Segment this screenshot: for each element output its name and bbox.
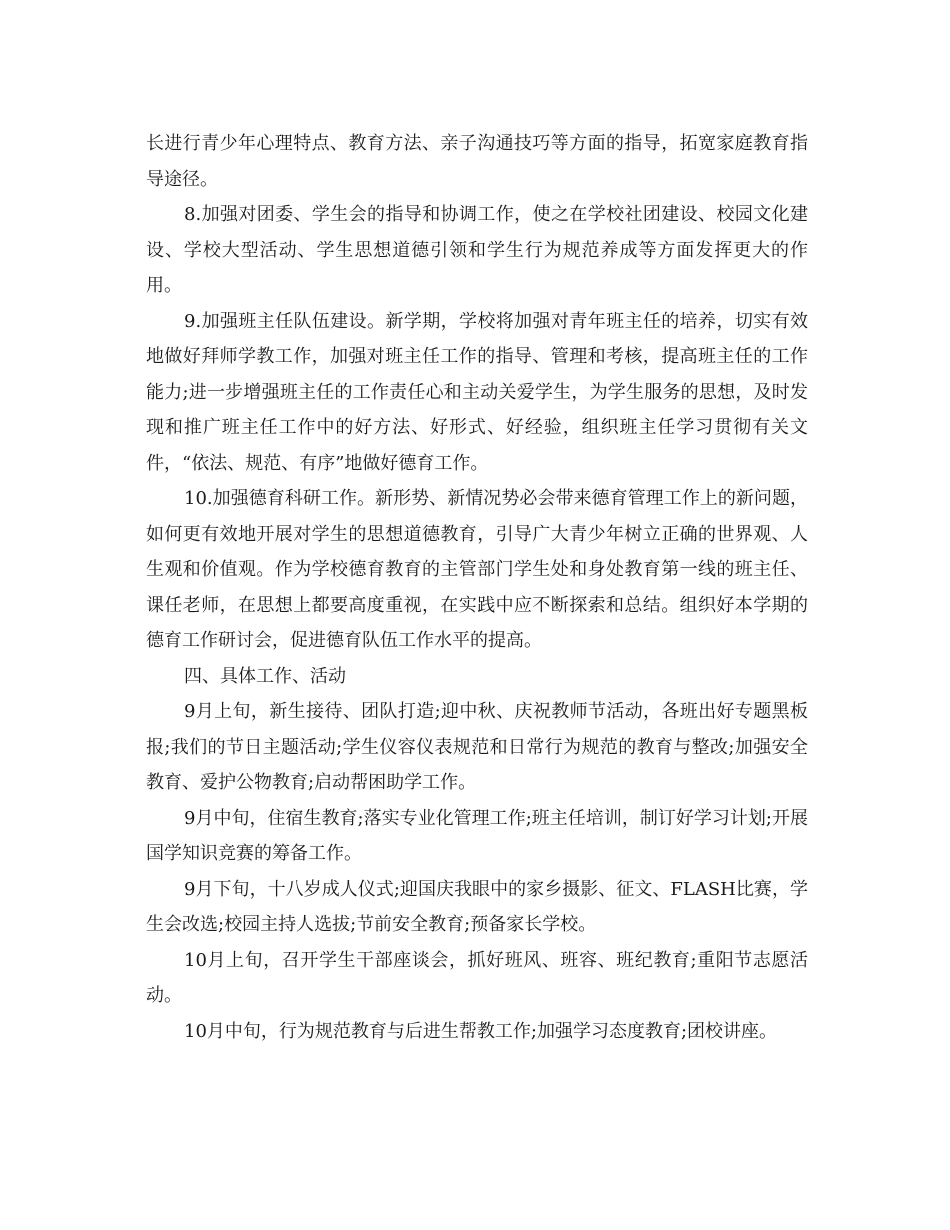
section-heading-activities: 四、具体工作、活动 [184, 665, 346, 687]
paragraph-item-8: 8.加强对团委、学生会的指导和协调工作，使之在学校社团建设、校园文化建设、学校大型活动、学生思想道德引领和学生行为规范养成等方面发挥更大的作用。 [146, 204, 808, 296]
paragraph-october-mid: 10月中旬，行为规范教育与后进生帮教工作;加强学习态度教育;团校讲座。 [184, 1020, 778, 1042]
paragraph-september-late: 9月下旬，十八岁成人仪式;迎国庆我眼中的家乡摄影、征文、FLASH比赛，学生会改选;校园主持人选拔;节前安全教育;预备家长学校。 [146, 878, 808, 935]
paragraph-item-10: 10.加强德育科研工作。新形势、新情况势必会带来德育管理工作上的新问题，如何更有效地开展对学生的思想道德教育，引导广大青少年树立正确的世界观、人生观和价值观。作为学校德育教育的主管部门学生处和身处教育第一线的班主任、课任老师，在思想上都要高度重视，在实践中应不断探索和总结。组织好本学期的德育工作研讨会，促进德育队伍工作水平的提高。 [146, 488, 808, 651]
paragraph-item-9: 9.加强班主任队伍建设。新学期，学校将加强对青年班主任的培养，切实有效地做好拜师学教工作，加强对班主任工作的指导、管理和考核，提高班主任的工作能力;进一步增强班主任的工作责任心和主动关爱学生，为学生服务的思想，及时发现和推广班主任工作中的好方法、好形式、好经验，组织班主任学习贯彻有关文件，“依法、规范、有序”地做好德育工作。 [146, 310, 808, 474]
paragraph-family-education-guidance: 长进行青少年心理特点、教育方法、亲子沟通技巧等方面的指导，拓宽家庭教育指导途径。 [146, 133, 808, 190]
paragraph-september-mid: 9月中旬，住宿生教育;落实专业化管理工作;班主任培训，制订好学习计划;开展国学知识竞赛的筹备工作。 [146, 807, 808, 864]
paragraph-october-early: 10月上旬，召开学生干部座谈会，抓好班风、班容、班纪教育;重阳节志愿活动。 [146, 949, 808, 1006]
document-body [146, 126, 808, 1049]
paragraph-september-early: 9月上旬，新生接待、团队打造;迎中秋、庆祝教师节活动，各班出好专题黑板报;我们的节日主题活动;学生仪容仪表规范和日常行为规范的教育与整改;加强安全教育、爱护公物教育;启动帮困助学工作。 [146, 701, 808, 793]
